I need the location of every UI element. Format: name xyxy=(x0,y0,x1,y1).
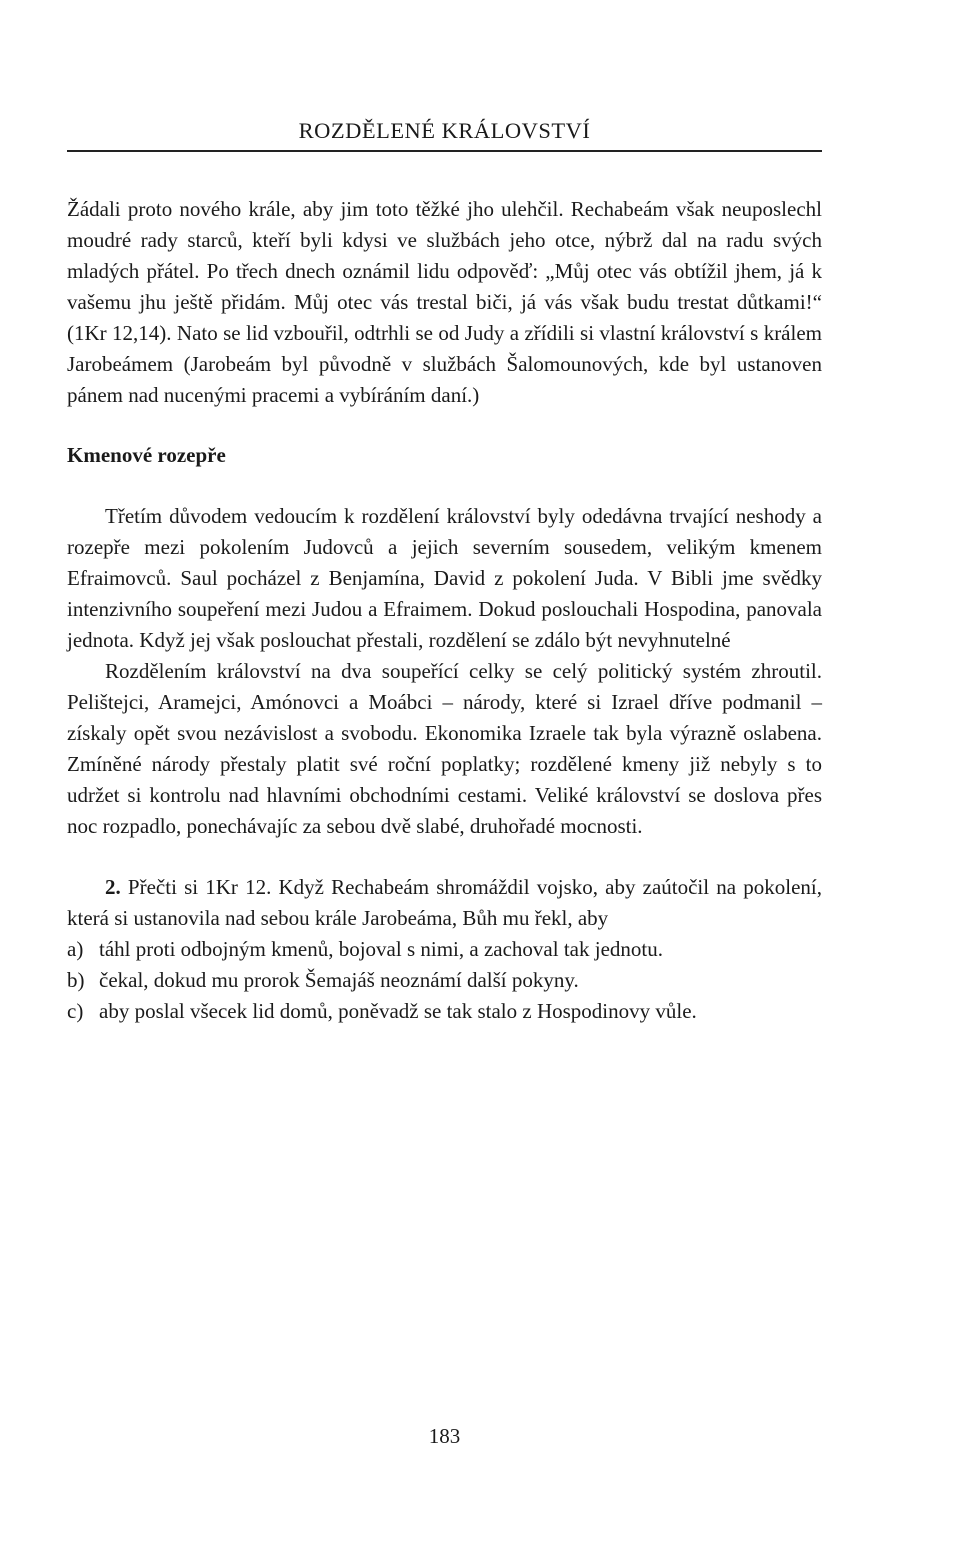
paragraph-2: Třetím důvodem vedoucím k rozdělení království byly odedávna trvající neshody a rozepře mezi pokolením Judovců a jejich severním sousedem, velikým kmenem Efraimovců. Saul pocházel z Benjamína, David z pokolení Juda. V Bibli jme svědky intenzivního soupeření mezi Judou a Efraimem. Dokud poslouchali Hospodina, panovala jednota. Když jej však poslouchat přestali, rozdělení se zdálo být nevyhnutelné xyxy=(67,504,822,652)
spacer xyxy=(67,411,822,440)
answer-option-c xyxy=(67,996,822,1027)
paragraph-1: Žádali proto nového krále, aby jim toto těžké jho ulehčil. Rechabeám však neuposlechl moudré rady starců, kteří byli kdysi ve službách jeho otce, nýbrž dal na radu svých mladých přátel. Po třech dnech oznámil lidu odpověď: „Můj otec vás obtížil jhem, já k vašemu jhu ještě přidám. Můj otec vás trestal biči, já vás však budu trestat důtkami!“ (1Kr 12,14). Nato se lid vzbouřil, odtrhli se od Judy a zřídili si vlastní království s králem Jarobeámem (Jarobeám byl původně v službách Šalomounových, kde byl ustanoven pánem nad nucenými pracemi a vybíráním daní.) xyxy=(67,197,822,407)
question-2 xyxy=(67,872,822,934)
running-head: ROZDĚLENÉ KRÁLOVSTVÍ xyxy=(298,118,591,143)
option-text: čekal, dokud mu prorok Šemajáš neoznámí další pokyny. xyxy=(99,968,579,992)
option-text: táhl proti odbojným kmenů, bojoval s nimi, a zachoval tak jednotu. xyxy=(99,937,663,961)
question-text: Přečti si 1Kr 12. Když Rechabeám shromáždil vojsko, aby zaútočil na pokolení, která si ustanovila nad sebou krále Jarobeáma, Bůh mu řekl, aby xyxy=(67,875,822,930)
spacer xyxy=(67,471,822,501)
answer-option-a xyxy=(67,934,822,965)
question-number: 2. xyxy=(105,875,121,899)
answer-options xyxy=(67,934,822,1027)
option-letter: a) xyxy=(67,937,84,961)
page-body xyxy=(67,194,822,1027)
page-number: 183 xyxy=(428,1424,461,1448)
option-text: aby poslal všecek lid domů, poněvadž se tak stalo z Hospodinovy vůle. xyxy=(99,999,697,1023)
option-letter: c) xyxy=(67,999,84,1023)
section-heading: Kmenové rozepře xyxy=(67,443,226,467)
answer-option-b xyxy=(67,965,822,996)
paragraph-3: Rozdělením království na dva soupeřící celky se celý politický systém zhroutil. Pelištejci, Aramejci, Amónovci a Moábci – národy, které si Izrael dříve podmanil – získaly opět svou nezávislost a svobodu. Ekonomika Izraele tak byla výrazně oslabena. Zmíněné národy přestaly platit své roční poplatky; rozdělené kmeny již nebyly s to udržet si kontrolu nad hlavními obchodními cestami. Veliké království se doslova přes noc rozpadlo, ponechávajíc za sebou dvě slabé, druhořadé mocnosti. xyxy=(67,659,822,838)
spacer xyxy=(67,842,822,872)
header-rule xyxy=(67,150,822,152)
option-letter: b) xyxy=(67,968,85,992)
